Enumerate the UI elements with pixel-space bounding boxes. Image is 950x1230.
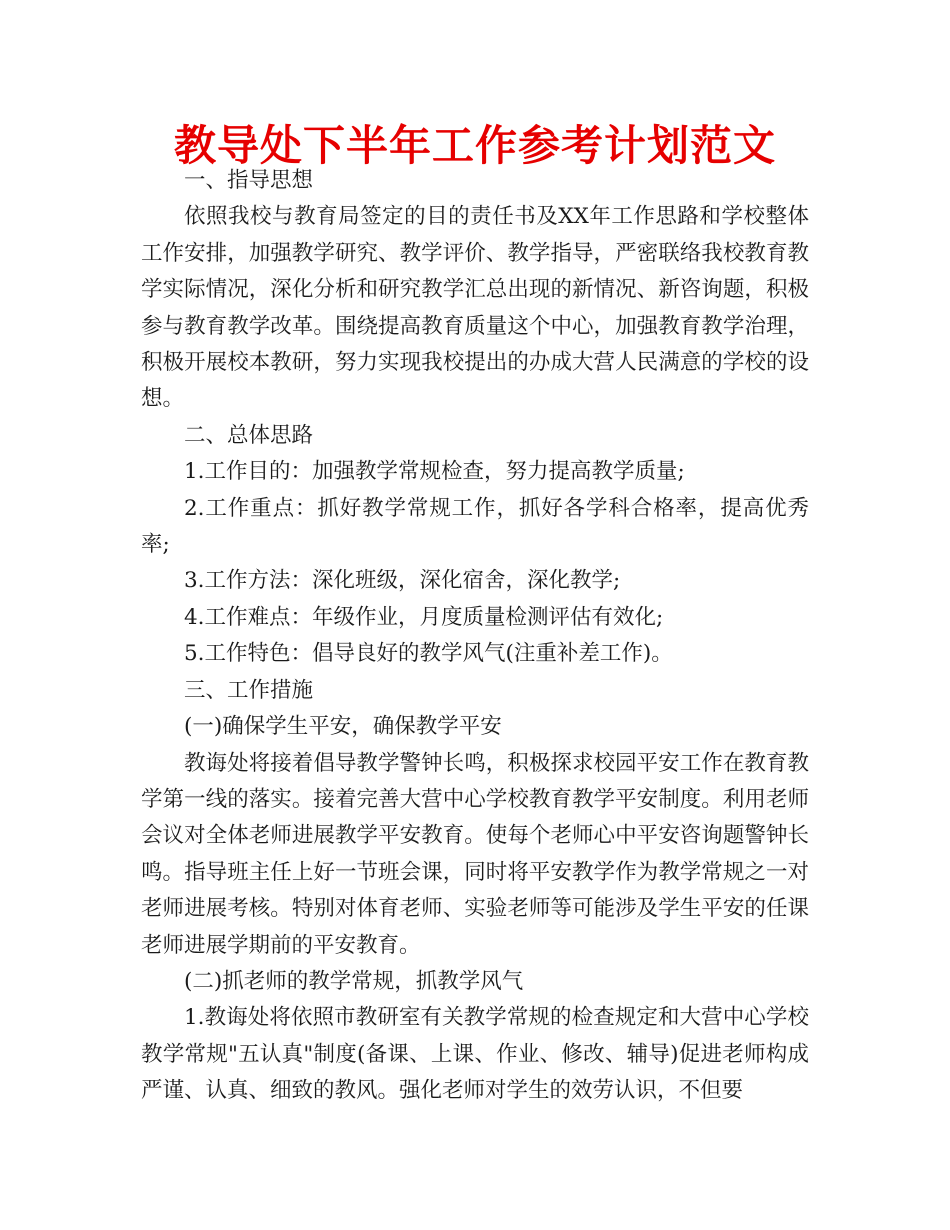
document-body xyxy=(141,163,809,1110)
list-item: 1.工作目的：加强教学常规检查，努力提高教学质量; xyxy=(184,459,685,485)
list-item: 5.工作特色：倡导良好的教学风气(注重补差工作)。 xyxy=(184,641,673,667)
section-heading: 一、指导思想 xyxy=(184,168,314,193)
document-title: 教导处下半年工作参考计划范文 xyxy=(173,121,776,170)
paragraph: 教诲处将接着倡导教学警钟长鸣，积极探求校园平安工作在教育教学第一线的落实。接着完善大营中心学校教育教学平安制度。利用老师会议对全体老师进展教学平安教育。使每个老师心中平安咨询题警钟长鸣。指导班主任上好一节班会课，同时将平安教学作为教学常规之一对老师进展考核。特别对体育老师、实验老师等可能涉及学生平安的任课老师进展学期前的平安教育。 xyxy=(141,750,809,958)
paragraph: 依照我校与教育局签定的目的责任书及XX年工作思路和学校整体工作安排，加强教学研究、教学评价、教学指导，严密联络我校教育教学实际情况，深化分析和研究教学汇总出现的新情况、新咨询题，积极参与教育教学改革。围绕提高教育质量这个中心，加强教育教学治理，积极开展校本教研，努力实现我校提出的办成大营人民满意的学校的设想。 xyxy=(141,204,809,412)
section-heading: 三、工作措施 xyxy=(184,677,314,703)
list-item: 4.工作难点：年级作业，月度质量检测评估有效化; xyxy=(184,604,664,630)
subsection-heading: (二)抓老师的教学常规，抓教学风气 xyxy=(184,968,524,994)
section-heading: 二、总体思路 xyxy=(184,422,314,448)
list-item: 3.工作方法：深化班级，深化宿舍，深化教学; xyxy=(184,568,621,594)
list-item: 2.工作重点：抓好教学常规工作，抓好各学科合格率，提高优秀率; xyxy=(141,495,809,558)
subsection-heading: (一)确保学生平安，确保教学平安 xyxy=(184,714,502,740)
paragraph: 1.教诲处将依照市教研室有关教学常规的检查规定和大营中心学校教学常规"五认真"制度(备课、上课、作业、修改、辅导)促进老师构成严谨、认真、细致的教风。强化老师对学生的效劳认识，不但要 xyxy=(141,1005,809,1104)
